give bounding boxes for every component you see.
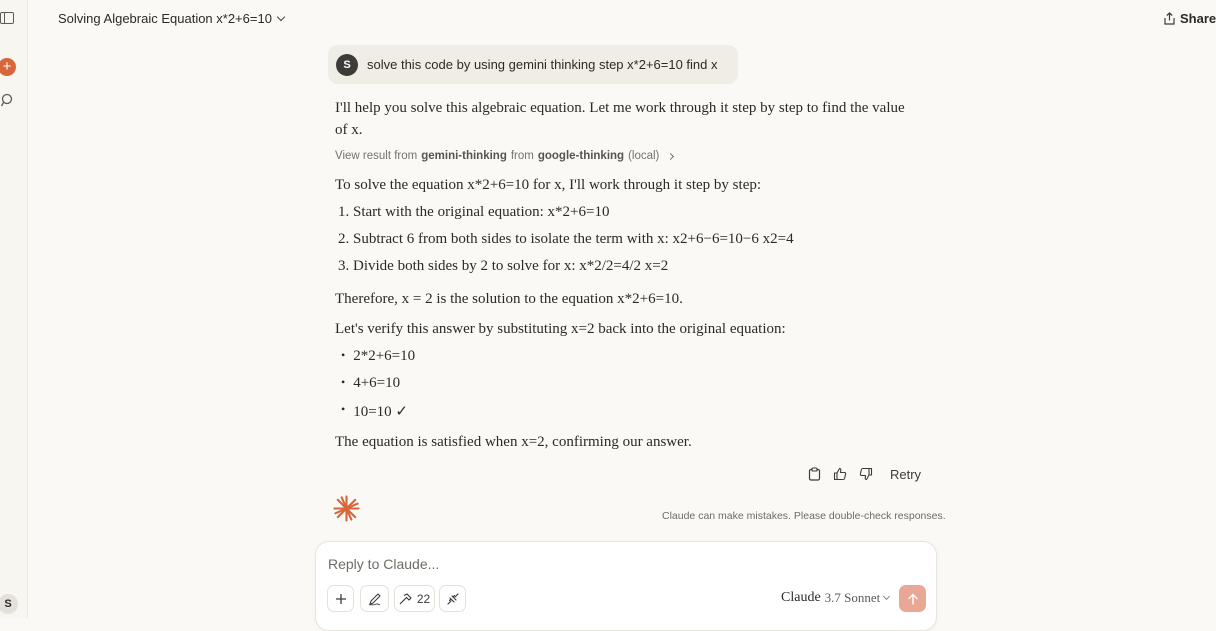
integrations-button[interactable] <box>439 585 466 612</box>
response-verify-lead: Let's verify this answer by substituting x=2 back into the original equation: <box>335 321 786 337</box>
response-conclusion: The equation is satisfied when x=2, confirming our answer. <box>335 434 692 450</box>
response-therefore: Therefore, x = 2 is the solution to the equation x*2+6=10. <box>335 291 683 307</box>
model-name: Claude <box>781 590 821 605</box>
plus-icon <box>335 593 347 605</box>
sidebar-toggle-icon[interactable] <box>0 12 14 24</box>
step-item: 2. Subtract 6 from both sides to isolate the term with x: x2+6−6=10−6 x2=4 <box>338 231 794 247</box>
model-selector[interactable] <box>781 590 889 606</box>
user-message-text: solve this code by using gemini thinking step x*2+6=10 find x <box>367 57 718 72</box>
list-item-text: 10=10 ✓ <box>353 404 408 420</box>
list-item: • 2*2+6=10 <box>341 348 416 364</box>
tools-button[interactable] <box>394 585 435 612</box>
tool-server-name: google-thinking <box>537 150 625 162</box>
composer <box>315 541 937 631</box>
pen-icon <box>368 592 382 606</box>
chat-title-dropdown[interactable] <box>58 11 284 26</box>
left-rail <box>0 0 28 618</box>
user-message <box>328 45 738 84</box>
message-actions <box>806 466 921 482</box>
step-item: 1. Start with the original equation: x*2+6=10 <box>338 204 610 220</box>
arrow-up-icon <box>907 593 919 605</box>
chevron-right-icon <box>667 152 674 159</box>
share-label: Share <box>1180 11 1216 26</box>
search-chats-icon[interactable] <box>0 92 16 108</box>
chevron-down-icon <box>277 12 285 20</box>
new-chat-button[interactable]: + <box>0 58 16 76</box>
retry-button[interactable]: Retry <box>890 466 922 482</box>
copy-icon[interactable] <box>806 466 822 482</box>
share-icon <box>1163 12 1176 25</box>
hammer-icon <box>399 593 413 605</box>
plug-icon <box>446 592 460 606</box>
disclaimer-text: Claude can make mistakes. Please double-check responses. <box>662 510 946 522</box>
share-button[interactable] <box>1163 11 1216 26</box>
list-item-text: 4+6=10 <box>353 375 401 391</box>
claude-spark-icon <box>333 495 360 522</box>
response-lead: To solve the equation x*2+6=10 for x, I'll work through it step by step: <box>335 177 762 193</box>
style-button[interactable] <box>360 585 389 612</box>
tool-result-prefix: View result from <box>335 150 418 162</box>
model-version: 3.7 Sonnet <box>824 590 881 605</box>
chevron-down-icon <box>883 593 890 600</box>
tool-result-link[interactable] <box>335 150 673 162</box>
tool-result-mid: from <box>510 150 534 162</box>
chat-title: Solving Algebraic Equation x*2+6=10 <box>58 11 272 26</box>
list-item-text: 2*2+6=10 <box>353 348 416 364</box>
tool-name: gemini-thinking <box>421 150 507 162</box>
tool-result-suffix: (local) <box>628 150 660 162</box>
list-item: • 10=10 ✓ <box>341 402 408 420</box>
user-message-avatar: S <box>336 54 358 76</box>
add-attachment-button[interactable] <box>327 585 354 612</box>
step-item: 3. Divide both sides by 2 to solve for x: x*2/2=4/2 x=2 <box>338 258 669 274</box>
thumbs-up-icon[interactable] <box>832 466 848 482</box>
reply-input[interactable]: Reply to Claude... <box>328 556 440 572</box>
list-item: • 4+6=10 <box>341 375 401 391</box>
response-intro: I'll help you solve this algebraic equation. Let me work through it step by step to find the value of x. <box>335 100 905 138</box>
user-avatar[interactable]: S <box>0 594 18 614</box>
thumbs-down-icon[interactable] <box>858 466 874 482</box>
tools-count: 22 <box>416 591 431 606</box>
send-button[interactable] <box>899 585 926 612</box>
